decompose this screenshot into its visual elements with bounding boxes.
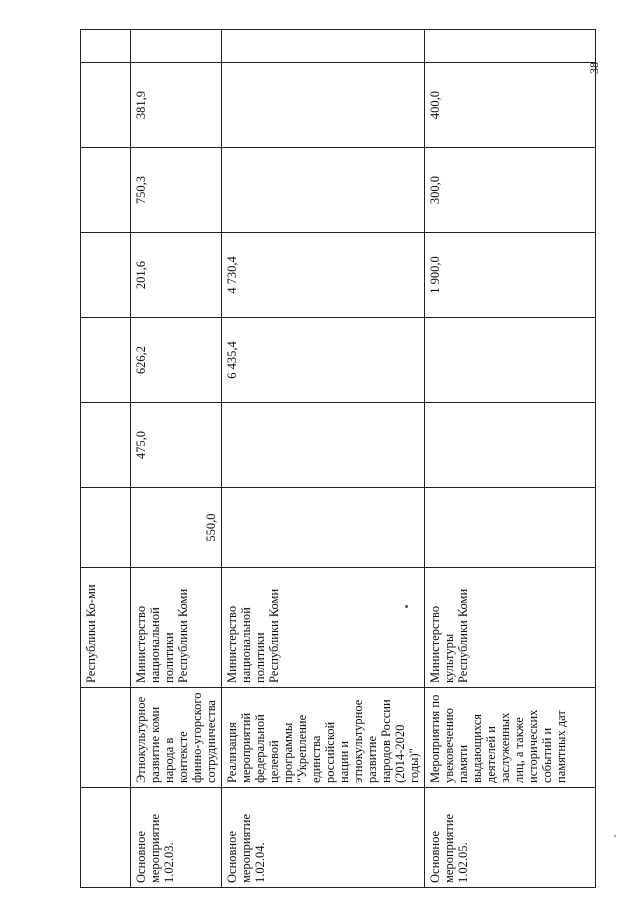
value-cell-extra — [222, 30, 425, 63]
measure-code: Основное мероприятие 1.02.05. — [425, 788, 596, 888]
scan-speck — [614, 835, 616, 837]
table-row — [222, 30, 425, 888]
value-cell: 4 730,4 — [222, 233, 425, 318]
value-cell-extra — [131, 30, 222, 63]
header-cell-extra — [81, 30, 131, 63]
value-cell-extra — [425, 30, 596, 63]
value-cell: 750,3 — [131, 148, 222, 233]
header-cell-year3 — [81, 318, 131, 403]
value-cell: 550,0 — [131, 488, 222, 568]
header-cell-year4 — [81, 233, 131, 318]
value-cell — [222, 403, 425, 488]
measure-code: Основное мероприятие 1.02.03. — [131, 788, 222, 888]
value-cell: 300,0 — [425, 148, 596, 233]
table-row — [131, 30, 222, 888]
measure-executor: Министерство национальной политики Республики Коми — [222, 568, 425, 688]
header-cell-year5 — [81, 148, 131, 233]
value-cell — [222, 488, 425, 568]
measure-executor: Министерство культуры Республики Коми — [425, 568, 596, 688]
program-table — [80, 29, 596, 888]
value-cell: 626,2 — [131, 318, 222, 403]
value-cell — [425, 318, 596, 403]
header-cell-code — [81, 788, 131, 888]
value-cell: 381,9 — [131, 63, 222, 148]
header-cell-name — [81, 688, 131, 788]
header-cell-executor: Республики Ко-ми — [81, 568, 131, 688]
header-row — [81, 30, 131, 888]
value-cell: 400,0 — [425, 63, 596, 148]
header-cell-year2 — [81, 403, 131, 488]
measure-executor: Министерство национальной политики Республики Коми — [131, 568, 222, 688]
value-cell — [425, 488, 596, 568]
value-cell: 201,6 — [131, 233, 222, 318]
measure-name: Этнокультурное развитие коми народа в контексте финно-угорского сотрудничества — [131, 688, 222, 788]
value-cell: 475,0 — [131, 403, 222, 488]
value-cell: 6 435,4 — [222, 318, 425, 403]
scan-speck — [405, 605, 408, 608]
header-cell-year6 — [81, 63, 131, 148]
measure-code: Основное мероприятие 1.02.04. — [222, 788, 425, 888]
value-cell — [425, 403, 596, 488]
header-cell-year1 — [81, 488, 131, 568]
measure-name: Реализация мероприятий федеральной целевой программы "Укрепление единства российской нации и этнокультурное развитие народов России (2014-2020 годы)" — [222, 688, 425, 788]
table-row — [425, 30, 596, 888]
value-cell: 1 900,0 — [425, 233, 596, 318]
value-cell — [222, 63, 425, 148]
page-number: 38 — [587, 62, 601, 74]
value-cell — [222, 148, 425, 233]
rotated-table-wrapper — [80, 30, 584, 888]
measure-name: Мероприятия по увековечению памяти выдающихся деятелей и заслуженных лиц, а также исторических событий и памятных дат — [425, 688, 596, 788]
